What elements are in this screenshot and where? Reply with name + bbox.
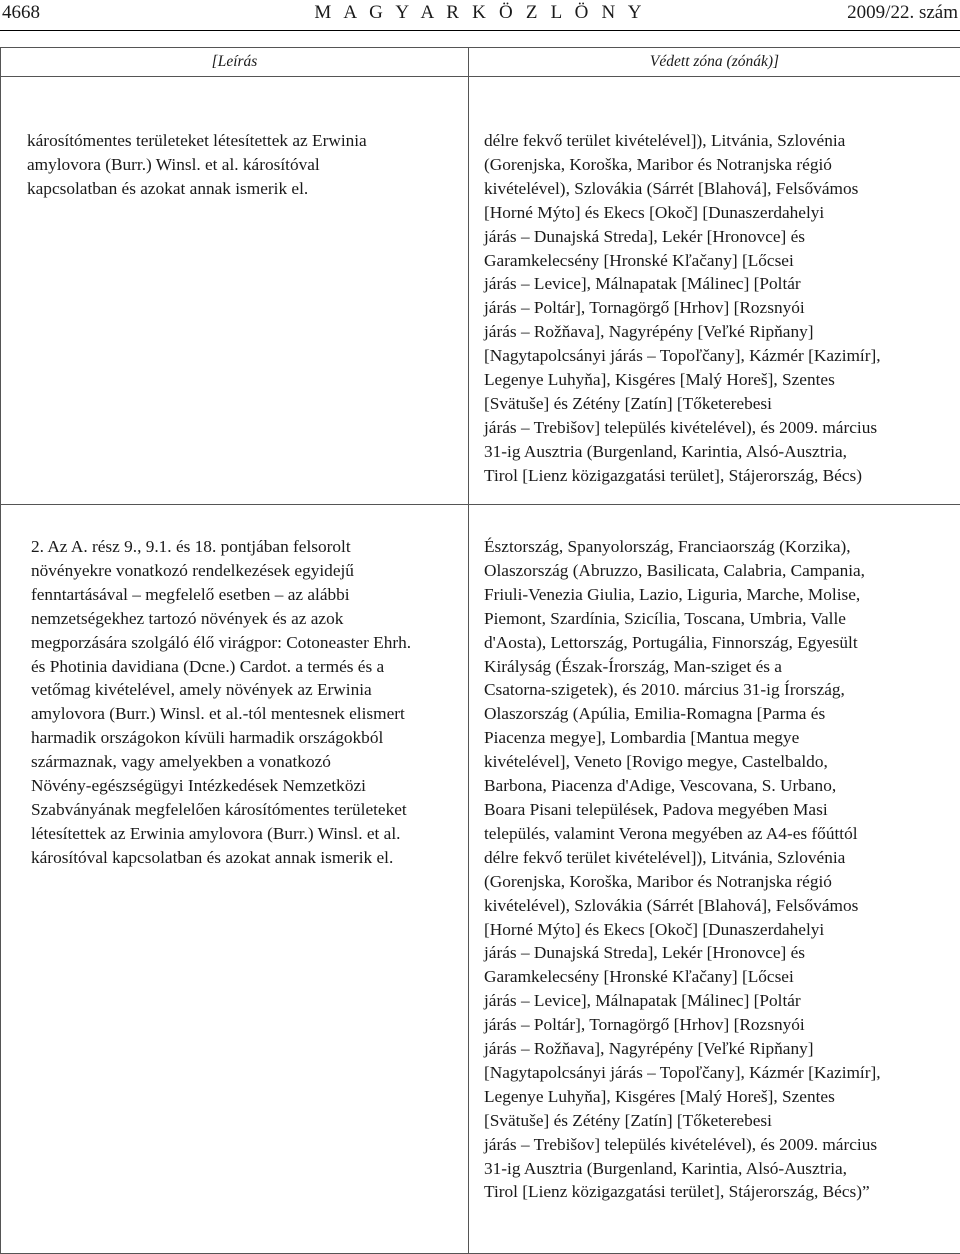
text-line: Legenye Luhyňa], Kisgéres [Malý Horeš], Szentes: [484, 368, 956, 392]
text-line: megporzására szolgáló élő virágpor: Cotoneaster Ehrh.: [31, 631, 462, 655]
text-line: származnak, vagy amelyekben a vonatkozó: [31, 750, 462, 774]
text-line: [Nagytapolcsányi járás – Topoľčany], Kázmér [Kazimír],: [484, 1061, 956, 1085]
text-line: Piemont, Szardínia, Szicília, Toscana, Umbria, Valle: [484, 607, 956, 631]
text-line: Piacenza megye], Lombardia [Mantua megye: [484, 726, 956, 750]
text-line: járás – Trebišov] település kivételével), és 2009. március: [484, 1133, 956, 1157]
text-line: Garamkelecsény [Hronské Kľačany] [Lőcsei: [484, 249, 956, 273]
text-line: vetőmag kivételével, amely növények az Erwinia: [31, 678, 462, 702]
regulation-table: [0, 47, 960, 1254]
text-line: kivételével), Szlovákia (Sárrét [Blahová], Felsővámos: [484, 177, 956, 201]
text-line: járás – Rožňava], Nagyrépény [Veľké Ripňany]: [484, 320, 956, 344]
text-line: Boara Pisani települések, Padova megyében Masi: [484, 798, 956, 822]
page-header: [0, 0, 960, 31]
text-line: és Photinia davidiana (Dcne.) Cardot. a termés és a: [31, 655, 462, 679]
text-line: járás – Poltár], Tornagörgő [Hrhov] [Rozsnyói: [484, 296, 956, 320]
text-line: 31-ig Ausztria (Burgenland, Karintia, Alsó-Ausztria,: [484, 1157, 956, 1181]
table-row: [1, 77, 960, 505]
text-line: (Gorenjska, Koroška, Maribor és Notranjska régió: [484, 870, 956, 894]
text-line: járás – Trebišov] település kivételével), és 2009. március: [484, 416, 956, 440]
column-header-protected-zones: Védett zóna (zónák)]: [469, 48, 960, 77]
table-header-row: [1, 48, 960, 77]
text-line: harmadik országokon kívüli harmadik országokból: [31, 726, 462, 750]
text-line: délre fekvő terület kivételével]), Litvánia, Szlovénia: [484, 846, 956, 870]
text-line: károsítómentes területeket létesítettek az Erwinia: [27, 129, 460, 153]
text-line: Növény-egészségügyi Intézkedések Nemzetközi: [31, 774, 462, 798]
text-line: település, valamint Verona megyében az A4-es főúttól: [484, 822, 956, 846]
text-line: Észtország, Spanyolország, Franciaország (Korzika),: [484, 535, 956, 559]
text-line: d'Aosta), Lettország, Portugália, Finnország, Egyesült: [484, 631, 956, 655]
text-line: járás – Levice], Málnapatak [Málinec] [Poltár: [484, 272, 956, 296]
text-line: Legenye Luhyňa], Kisgéres [Malý Horeš], Szentes: [484, 1085, 956, 1109]
text-line: Barbona, Piacenza d'Adige, Vescovana, S. Urbano,: [484, 774, 956, 798]
page-number: 4668: [2, 0, 40, 26]
text-line: járás – Dunajská Streda], Lekér [Hronovce] és: [484, 225, 956, 249]
text-line: Olaszország (Apúlia, Emilia-Romagna [Parma és: [484, 702, 956, 726]
text-line: Szabványának megfelelően károsítómentes területeket: [31, 798, 462, 822]
text-line: Tirol [Lienz közigazgatási terület], Stájerország, Bécs)”: [484, 1180, 956, 1204]
text-line: létesítettek az Erwinia amylovora (Burr.) Winsl. et al.: [31, 822, 462, 846]
text-line: [Svätuše] és Zétény [Zatín] [Tőketerebesi: [484, 1109, 956, 1133]
text-line: Olaszország (Abruzzo, Basilicata, Calabria, Campania,: [484, 559, 956, 583]
text-line: növényekre vonatkozó rendelkezések egyidejű: [31, 559, 462, 583]
text-line: [Horné Mýto] és Ekecs [Okoč] [Dunaszerdahelyi: [484, 918, 956, 942]
text-line: nemzetségekhez tartozó növények és az azok: [31, 607, 462, 631]
journal-title: M A G Y A R K Ö Z L Ö N Y: [0, 0, 960, 26]
text-line: kapcsolatban és azokat annak ismerik el.: [27, 177, 460, 201]
text-line: [Nagytapolcsányi járás – Topoľčany], Kázmér [Kazimír],: [484, 344, 956, 368]
text-line: délre fekvő terület kivételével]), Litvánia, Szlovénia: [484, 129, 956, 153]
text-line: járás – Dunajská Streda], Lekér [Hronovce] és: [484, 941, 956, 965]
text-line: járás – Poltár], Tornagörgő [Hrhov] [Rozsnyói: [484, 1013, 956, 1037]
text-line: kivételével], Veneto [Rovigo megye, Castelbaldo,: [484, 750, 956, 774]
text-line: 2. Az A. rész 9., 9.1. és 18. pontjában felsorolt: [31, 535, 462, 559]
text-line: amylovora (Burr.) Winsl. et al.-tól mentesnek elismert: [31, 702, 462, 726]
text-line: [Svätuše] és Zétény [Zatín] [Tőketerebesi: [484, 392, 956, 416]
row2-description-cell: [1, 505, 469, 1254]
text-line: Garamkelecsény [Hronské Kľačany] [Lőcsei: [484, 965, 956, 989]
text-line: járás – Rožňava], Nagyrépény [Veľké Ripňany]: [484, 1037, 956, 1061]
row2-zones-cell: [469, 505, 960, 1254]
text-line: Tirol [Lienz közigazgatási terület], Stájerország, Bécs): [484, 464, 956, 488]
table-row: [1, 505, 960, 1254]
text-line: Királyság (Észak-Írország, Man-sziget és a: [484, 655, 956, 679]
text-line: 31-ig Ausztria (Burgenland, Karintia, Alsó-Ausztria,: [484, 440, 956, 464]
text-line: járás – Levice], Málnapatak [Málinec] [Poltár: [484, 989, 956, 1013]
text-line: kivételével), Szlovákia (Sárrét [Blahová], Felsővámos: [484, 894, 956, 918]
text-line: károsítóval kapcsolatban és azokat annak ismerik el.: [31, 846, 462, 870]
text-line: fenntartásával – megfelelő esetben – az alábbi: [31, 583, 462, 607]
text-line: (Gorenjska, Koroška, Maribor és Notranjska régió: [484, 153, 956, 177]
row1-zones-cell: [469, 77, 960, 505]
row1-description-cell: [1, 77, 469, 505]
column-header-description: [Leírás: [1, 48, 469, 77]
text-line: [Horné Mýto] és Ekecs [Okoč] [Dunaszerdahelyi: [484, 201, 956, 225]
text-line: Csatorna-szigetek), és 2010. március 31-ig Írország,: [484, 678, 956, 702]
text-line: Friuli-Venezia Giulia, Lazio, Liguria, Marche, Molise,: [484, 583, 956, 607]
issue-number: 2009/22. szám: [847, 0, 958, 26]
text-line: amylovora (Burr.) Winsl. et al. károsítóval: [27, 153, 460, 177]
